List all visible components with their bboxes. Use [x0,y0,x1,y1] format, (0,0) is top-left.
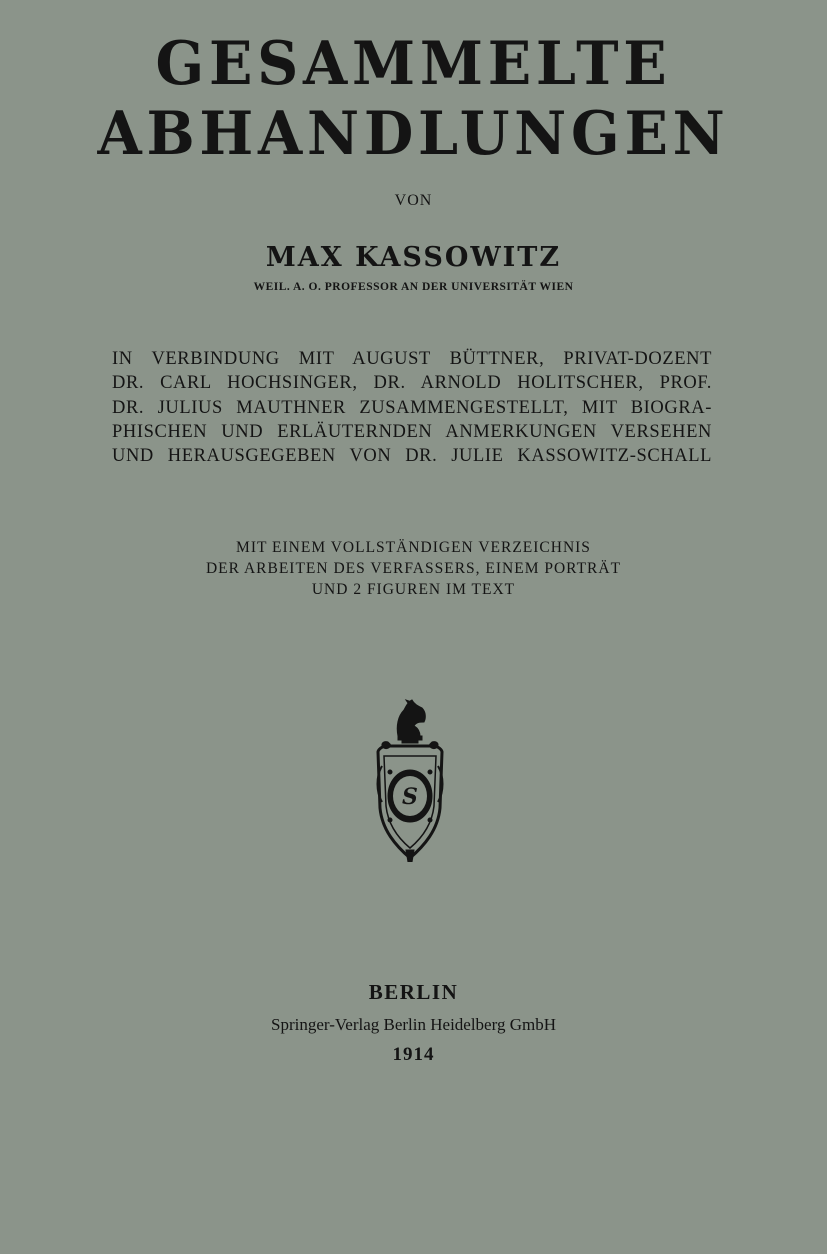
contents-note-line: DER ARBEITEN DES VERFASSERS, EINEM PORTRÄT [205,560,622,577]
collaboration-line: DR. JULIUS MAUTHNER ZUSAMMENGESTELLT, MIT BIOGRA- [112,397,712,418]
author-role: WEIL. A. O. PROFESSOR AN DER UNIVERSITÄT WIEN [253,281,574,293]
book-title-line-1: GESAMMELTE [155,29,672,99]
springer-knight-emblem-icon [368,696,452,862]
imprint-publisher: Springer-Verlag Berlin Heidelberg GmbH [271,1015,556,1034]
emblem-monogram: S [402,784,418,810]
by-label: VON [394,192,433,209]
collaboration-line: DR. CARL HOCHSINGER, DR. ARNOLD HOLITSCHER, PROF. [112,373,712,394]
imprint-city: BERLIN [368,980,459,1004]
book-title-line-2: ABHANDLUNGEN [97,99,730,169]
contents-note-line: UND 2 FIGUREN IM TEXT [311,581,516,598]
collaboration-line: UND HERAUSGEGEBEN VON DR. JULIE KASSOWITZ-SCHALL [112,446,712,467]
contents-note [0,537,827,600]
collaboration-line: PHISCHEN UND ERLÄUTERNDEN ANMERKUNGEN VERSEHEN [112,421,712,442]
author-name: MAX KASSOWITZ [265,242,562,273]
contents-note-line: MIT EINEM VOLLSTÄNDIGEN VERZEICHNIS [236,539,591,556]
collaboration-statement [112,347,712,468]
imprint-year: 1914 [392,1044,435,1065]
collaboration-line: IN VERBINDUNG MIT AUGUST BÜTTNER, PRIVAT-DOZENT [112,349,712,369]
